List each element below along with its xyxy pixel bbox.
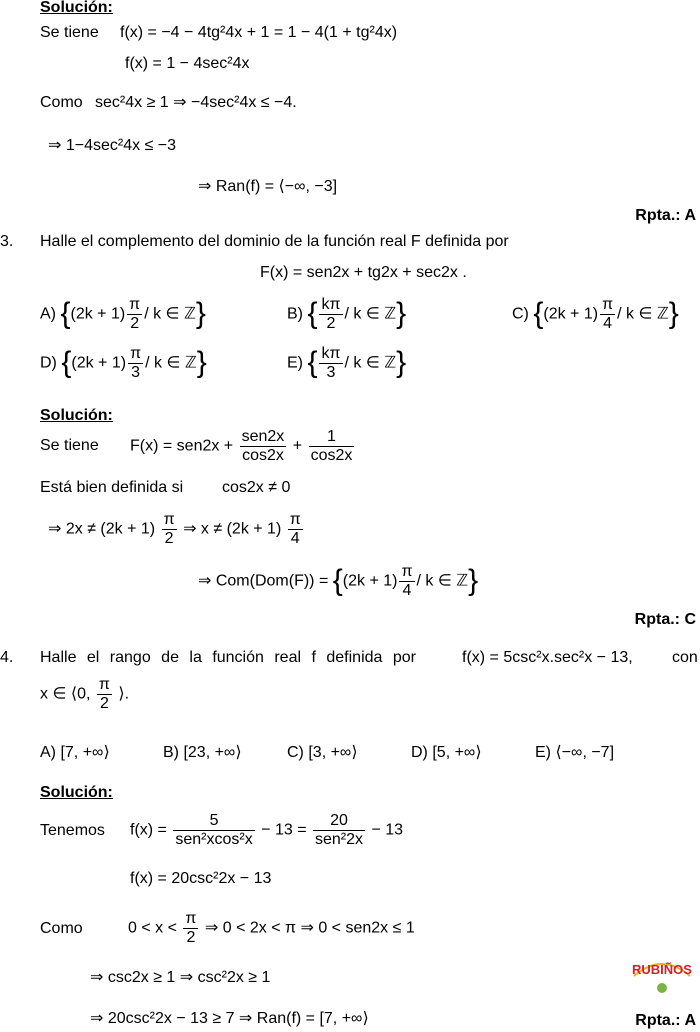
option-value: ⟨−∞, −7] xyxy=(555,744,615,761)
p2-range: ⇒ Ran(f) = ⟨−∞, −3] xyxy=(198,178,338,195)
p3-equation-2 xyxy=(48,511,305,547)
option-label: D) xyxy=(40,354,57,372)
p4-equation-2: f(x) = 20csc²2x − 13 xyxy=(130,870,272,887)
frac-num: kπ xyxy=(321,345,341,362)
como-label: Como xyxy=(40,920,83,937)
answer-p4: Rpta.: A xyxy=(635,1012,696,1029)
frac-den: 2 xyxy=(164,529,174,547)
option-term: (2k + 1) xyxy=(70,305,126,323)
eq-term: 0 < x < xyxy=(128,919,177,937)
frac-den: 2 xyxy=(130,314,140,332)
problem-3-number: 3. xyxy=(0,233,14,250)
eq-term: ⇒ 2x ≠ (2k + 1) xyxy=(48,520,156,538)
logo-seal xyxy=(657,983,667,993)
frac-den: sen²2x xyxy=(314,830,364,848)
frac-den: 3 xyxy=(131,363,141,381)
option-value: [7, +∞⟩ xyxy=(60,744,110,761)
frac-num: π xyxy=(129,296,141,313)
como-label: Como xyxy=(40,94,83,111)
option-set: / k ∈ ℤ xyxy=(617,305,669,323)
option-set: / k ∈ ℤ xyxy=(344,305,397,323)
p2-equation-3: sec²4x ≥ 1 ⇒ −4sec²4x ≤ −4. xyxy=(95,94,297,111)
eq-term: − 13 xyxy=(371,821,404,839)
p4-equation-3: ⇒ csc2x ≥ 1 ⇒ csc²2x ≥ 1 xyxy=(90,969,271,986)
option-e xyxy=(535,745,614,761)
eq-term: F(x) = sen2x + xyxy=(130,437,234,455)
problem-4-number: 4. xyxy=(0,649,14,666)
option-b: B) { $\frac{k\pi}{2}$ / k ∈ ℤ} xyxy=(287,296,407,332)
option-value: [3, +∞⟩ xyxy=(308,744,358,761)
option-label: B) xyxy=(287,305,303,323)
option-term: (2k + 1) xyxy=(71,354,127,372)
option-c: C) {(2k + 1) $\frac{\pi}{4}$ / k ∈ ℤ} xyxy=(512,296,679,332)
option-value: [23, +∞⟩ xyxy=(183,744,242,761)
eq-term: ⇒ 0 < 2x < π ⇒ 0 < sen2x ≤ 1 xyxy=(204,919,415,937)
option-a: A) {(2k + 1) $\frac{\pi}{2}$ / k ∈ ℤ} xyxy=(40,296,206,332)
frac-den: 4 xyxy=(402,581,412,599)
p3-condition: cos2x ≠ 0 xyxy=(222,479,291,496)
p3-equation-1 xyxy=(130,428,356,464)
se-tiene-label: Se tiene xyxy=(40,437,99,454)
eq-term: ⇒ x ≠ (2k + 1) xyxy=(183,520,282,538)
solution-label: Solución: xyxy=(40,407,113,424)
solution-label: Solución: xyxy=(40,784,113,801)
frac-den: sen²xcos²x xyxy=(175,830,253,848)
frac-num: 5 xyxy=(173,812,254,831)
p4-inequality xyxy=(128,910,415,946)
eq-term: x ∈ ⟨0, xyxy=(40,685,91,703)
option-label: B) xyxy=(163,744,179,761)
option-e: E) { $\frac{k\pi}{3}$ / k ∈ ℤ} xyxy=(287,345,407,381)
p3-complement: ⇒ Com(Dom(F)) = {(2k + 1) $\frac{\pi}{4}$ / k ∈ ℤ} xyxy=(198,563,479,599)
frac-num: π xyxy=(602,296,614,313)
p2-equation-1: f(x) = −4 − 4tg²4x + 1 = 1 − 4(1 + tg²4x) xyxy=(120,24,398,41)
eq-term: / k ∈ ℤ xyxy=(416,572,469,590)
con-label: con xyxy=(672,649,698,666)
option-d: D) {(2k + 1) $\frac{\pi}{3}$ / k ∈ ℤ} xyxy=(40,345,207,381)
frac-num: π xyxy=(130,345,142,362)
frac-num: π xyxy=(401,563,413,580)
option-c xyxy=(287,745,358,761)
problem-4-statement: Halle el rango de la función real f definida por xyxy=(40,649,416,666)
option-label: C) xyxy=(287,744,304,761)
bien-definida-label: Está bien definida si xyxy=(40,479,184,496)
problem-4-domain xyxy=(40,676,129,712)
frac-den: 4 xyxy=(290,529,300,547)
solution-label: Solución: xyxy=(40,0,113,16)
frac-num: kπ xyxy=(321,296,341,313)
problem-4-function: f(x) = 5csc²x.sec²x − 13, xyxy=(462,649,633,666)
option-label: C) xyxy=(512,305,529,323)
option-set: / k ∈ ℤ xyxy=(145,354,197,372)
frac-num: π xyxy=(185,910,197,927)
frac-num: π xyxy=(163,511,175,528)
option-term: (2k + 1) xyxy=(543,305,599,323)
frac-num: π xyxy=(98,676,110,693)
p2-equation-4: ⇒ 1−4sec²4x ≤ −3 xyxy=(48,137,177,154)
problem-3-statement: Halle el complemento del dominio de la función real F definida por xyxy=(40,233,509,250)
frac-num: 20 xyxy=(313,812,365,831)
logo-text: RUBIÑOS xyxy=(632,962,692,977)
frac-den: 4 xyxy=(603,314,613,332)
frac-num: sen2x xyxy=(241,428,285,445)
option-label: E) xyxy=(287,354,303,372)
se-tiene-label: Se tiene xyxy=(40,24,99,41)
p2-equation-2: f(x) = 1 − 4sec²4x xyxy=(125,55,250,72)
frac-den: 2 xyxy=(99,694,109,712)
option-value: [5, +∞⟩ xyxy=(432,744,482,761)
option-label: D) xyxy=(411,744,428,761)
rubinos-logo xyxy=(630,950,694,996)
frac-den: 2 xyxy=(326,314,336,332)
frac-num: π xyxy=(289,511,301,528)
answer-p3: Rpta.: C xyxy=(634,611,696,628)
eq-term: f(x) = xyxy=(130,821,167,839)
answer-p2: Rpta.: A xyxy=(635,207,696,224)
frac-den: 2 xyxy=(186,928,196,946)
tenemos-label: Tenemos xyxy=(40,822,105,839)
option-set: / k ∈ ℤ xyxy=(344,354,397,372)
option-label: A) xyxy=(40,305,56,323)
problem-3-function: F(x) = sen2x + tg2x + sec2x . xyxy=(260,264,467,281)
option-label: E) xyxy=(535,744,551,761)
eq-term: ⇒ Com(Dom(F)) = xyxy=(198,572,329,590)
eq-term: − 13 = xyxy=(261,821,307,839)
p4-equation-1 xyxy=(130,812,403,848)
frac-den: 3 xyxy=(326,363,336,381)
option-a xyxy=(40,745,110,761)
frac-den: cos2x xyxy=(242,446,284,464)
eq-term: ⟩. xyxy=(118,685,130,703)
option-set: / k ∈ ℤ xyxy=(144,305,196,323)
eq-term: + xyxy=(292,437,303,455)
option-label: A) xyxy=(40,744,56,761)
frac-num: 1 xyxy=(309,428,355,447)
frac-den: cos2x xyxy=(310,446,353,464)
eq-term: (2k + 1) xyxy=(342,572,398,590)
option-d xyxy=(411,745,482,761)
option-b xyxy=(163,745,242,761)
p4-range: ⇒ 20csc²2x − 13 ≥ 7 ⇒ Ran(f) = [7, +∞⟩ xyxy=(90,1010,369,1027)
